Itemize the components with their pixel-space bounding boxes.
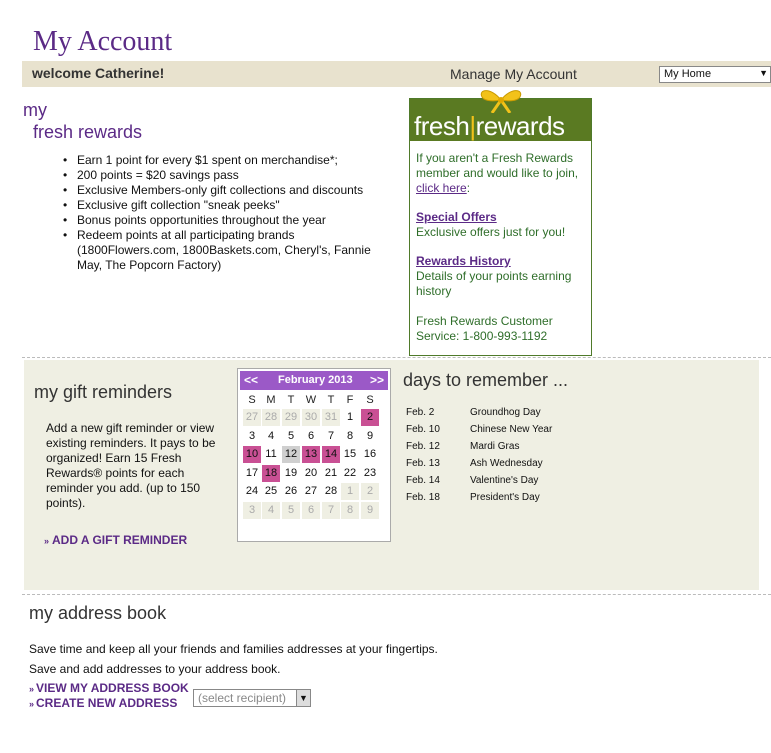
list-item: Feb. 14 Valentine's Day <box>406 475 539 486</box>
join-link[interactable]: click here <box>416 181 467 195</box>
section-divider <box>22 594 771 595</box>
welcome-text: welcome Catherine! <box>32 65 165 81</box>
list-item: Feb. 2 Groundhog Day <box>406 407 541 418</box>
calendar-day[interactable]: 27 <box>304 485 318 497</box>
calendar-day[interactable]: 8 <box>346 429 354 442</box>
calendar-day[interactable]: 9 <box>366 429 374 442</box>
calendar-day[interactable]: 7 <box>327 429 335 442</box>
calendar-month: February 2013 <box>278 374 353 386</box>
calendar <box>237 368 391 542</box>
days-to-remember-title: days to remember ... <box>403 370 569 390</box>
list-item: • 200 points = $20 savings pass <box>62 168 392 183</box>
bow-icon <box>476 87 526 113</box>
page-title: My Account <box>33 26 173 57</box>
calendar-day[interactable]: 16 <box>363 448 377 460</box>
welcome-bar <box>22 61 771 87</box>
calendar-dow: S <box>366 394 374 406</box>
gift-reminders-title: my gift reminders <box>34 382 173 402</box>
fresh-rewards-box-content <box>416 151 588 344</box>
calendar-day[interactable]: 25 <box>264 485 278 497</box>
calendar-header <box>240 371 388 390</box>
fresh-rewards-list <box>62 153 392 273</box>
double-chevron-right-icon: » <box>44 536 50 546</box>
calendar-day[interactable]: 31 <box>322 409 340 426</box>
logo-rewards: rewards <box>475 111 565 141</box>
calendar-day[interactable]: 4 <box>267 429 275 442</box>
list-item: Feb. 10 Chinese New Year <box>406 424 553 435</box>
add-gift-reminder-link[interactable]: » ADD A GIFT REMINDER <box>44 533 188 547</box>
list-item: • Exclusive Members-only gift collections and discounts <box>62 183 392 198</box>
calendar-day[interactable]: 6 <box>302 502 320 519</box>
recipient-select-value: (select recipient) <box>198 691 287 705</box>
calendar-day[interactable]: 29 <box>282 409 300 426</box>
calendar-day[interactable]: 8 <box>341 502 359 519</box>
calendar-day[interactable]: 3 <box>248 429 256 442</box>
special-offers-desc: Exclusive offers just for you! <box>416 225 566 239</box>
address-book-text: Save time and keep all your friends and families addresses at your fingertips. <box>29 642 438 656</box>
calendar-day[interactable]: 23 <box>363 466 377 479</box>
section-divider <box>22 357 771 358</box>
double-chevron-right-icon: » <box>29 699 35 709</box>
calendar-day[interactable]: 7 <box>322 502 340 519</box>
calendar-day[interactable]: 18 <box>262 465 280 482</box>
calendar-dow: W <box>305 394 317 406</box>
calendar-day[interactable]: 19 <box>284 466 298 479</box>
calendar-day[interactable]: 11 <box>265 448 277 460</box>
logo-separator: | <box>469 111 476 141</box>
gift-reminders-panel <box>24 360 759 590</box>
address-book-title: my address book <box>29 603 167 623</box>
rewards-history-desc: Details of your points earning history <box>416 269 572 298</box>
calendar-next-button[interactable]: >> <box>369 373 384 387</box>
home-select[interactable] <box>659 66 771 83</box>
create-new-address-link[interactable]: » CREATE NEW ADDRESS <box>29 696 178 710</box>
double-chevron-right-icon: » <box>29 684 35 694</box>
rewards-history-link[interactable]: Rewards History <box>416 254 511 268</box>
recipient-select[interactable] <box>193 689 311 707</box>
home-select-value: My Home <box>664 68 712 80</box>
special-offers-link[interactable]: Special Offers <box>416 210 497 224</box>
calendar-day[interactable]: 17 <box>245 466 259 479</box>
calendar-day[interactable]: 12 <box>282 446 300 463</box>
calendar-day[interactable]: 13 <box>302 446 320 463</box>
calendar-dow: F <box>346 394 354 406</box>
chevron-down-icon: ▼ <box>296 690 310 706</box>
gift-reminders-text: Add a new gift reminder or view existing reminders. It pays to be organized! Earn 15 Fresh Rewards® points for each reminder you add. (up to 150 points). <box>46 421 216 510</box>
calendar-day[interactable]: 5 <box>282 502 300 519</box>
calendar-day[interactable]: 1 <box>341 483 359 500</box>
calendar-prev-button[interactable]: << <box>244 373 259 387</box>
calendar-day[interactable]: 28 <box>262 409 280 426</box>
calendar-day[interactable]: 10 <box>243 446 261 463</box>
fresh-rewards-box <box>409 98 592 356</box>
calendar-day[interactable]: 1 <box>346 411 354 423</box>
calendar-day[interactable]: 24 <box>245 485 259 497</box>
calendar-dow: M <box>266 394 276 406</box>
chevron-down-icon: ▼ <box>759 68 768 78</box>
calendar-day[interactable]: 6 <box>307 429 315 442</box>
fresh-rewards-heading-my: my <box>23 100 47 120</box>
logo-fresh: fresh <box>414 111 470 141</box>
calendar-day[interactable]: 4 <box>262 502 280 519</box>
calendar-day[interactable]: 5 <box>287 429 295 442</box>
list-item: Feb. 12 Mardi Gras <box>406 441 520 452</box>
list-item: Feb. 18 President's Day <box>406 492 540 503</box>
list-item: • Redeem points at all participating brands (1800Flowers.com, 1800Baskets.com, Cheryl's, Fannie May, The Popcorn Factory) <box>62 228 392 273</box>
list-item: • Exclusive gift collection "sneak peeks" <box>62 198 392 213</box>
calendar-day[interactable]: 2 <box>361 483 379 500</box>
days-to-remember-list <box>406 407 626 509</box>
calendar-day[interactable]: 27 <box>243 409 261 426</box>
calendar-day[interactable]: 9 <box>361 502 379 519</box>
calendar-day[interactable]: 30 <box>302 409 320 426</box>
list-item: Feb. 13 Ash Wednesday <box>406 458 543 469</box>
calendar-day[interactable]: 22 <box>343 466 357 479</box>
calendar-dow: T <box>327 394 335 406</box>
view-address-book-link[interactable]: » VIEW MY ADDRESS BOOK <box>29 681 189 695</box>
list-item: • Earn 1 point for every $1 spent on merchandise*; <box>62 153 392 168</box>
customer-service-text: Fresh Rewards Customer Service: 1-800-993-1192 <box>416 314 553 343</box>
calendar-day[interactable]: 15 <box>343 448 357 460</box>
calendar-day[interactable]: 28 <box>324 485 338 497</box>
calendar-day[interactable]: 20 <box>304 466 318 479</box>
calendar-dow: T <box>287 394 295 406</box>
calendar-day[interactable]: 21 <box>324 466 338 479</box>
fresh-rewards-heading: fresh rewards <box>33 122 143 142</box>
calendar-day[interactable]: 2 <box>361 409 379 426</box>
calendar-dow: S <box>248 394 256 406</box>
join-text: If you aren't a Fresh Rewards member and would like to join, click here: <box>416 151 579 195</box>
calendar-day[interactable]: 26 <box>284 485 298 497</box>
calendar-day[interactable]: 3 <box>243 502 261 519</box>
calendar-day[interactable]: 14 <box>322 446 340 463</box>
manage-account-link[interactable]: Manage My Account <box>450 66 577 82</box>
list-item: • Bonus points opportunities throughout the year <box>62 213 392 228</box>
address-book-text-2: Save and add addresses to your address book. <box>29 662 281 676</box>
